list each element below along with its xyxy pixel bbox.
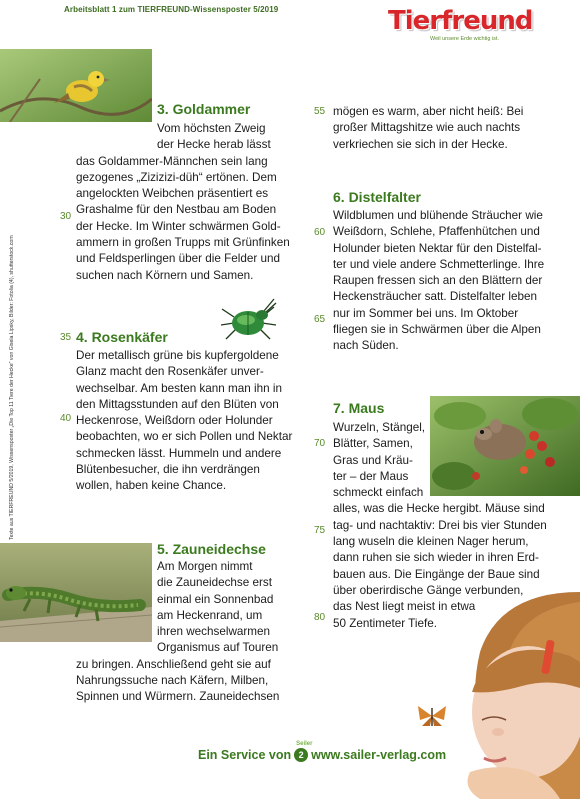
section-text-maus: Wurzeln, Stängel, Blätter, Samen, Gras und Kräu- ter – der Maus schmeckt einfach alles, was die Hecke hergibt. Mäuse sind tag- und nachtaktiv: Drei bis vier Stunden lang wuseln die kleinen Nager herum, dann ruhen sie sich wieder in ihren Erd- bauen aus. Die Eingänge der Baue sind über oberirdische Gänge verbunden, das Nest liegt meist in etwa 50 Zentimeter Tiefe. [333, 421, 547, 630]
section-text-goldammer: Vom höchsten Zweig der Hecke herab lässt das Goldammer-Männchen sein lang gezogenes „Zizizizi-düh“ ertönen. Dem angelockten Weibchen präsentiert es Grashalme für den Nestbau am Boden der Hecke. Im Winter schwärmen Gold- ammern in großen Trupps mit Grünfinken und Feldsperlingen über die Felder und suchen nach Körnern und Samen. [76, 122, 290, 282]
section-title-maus: 7. Maus [333, 400, 385, 416]
rosenkaefer-illustration [218, 295, 280, 343]
publisher-link[interactable]: www.sailer-verlag.com [311, 748, 447, 762]
tierfreund-logo [388, 7, 538, 47]
section-title-goldammer: 3. Goldammer [157, 101, 251, 117]
line-number: 75 [314, 525, 326, 536]
sailer-badge-icon: Seiler 2 [296, 741, 313, 760]
side-credit: Texte aus TIERFREUND 5/2019, Wissensposter „Die Top 11 Tiere der Hecke“ von Gisela Lipsky, Bilder: Fotolia (4), shutterstock.com [9, 235, 15, 540]
worksheet-header: Arbeitsblatt 1 zum TIERFREUND-Wissensposter 5/2019 [64, 5, 279, 14]
section-text-zauneidechse: Am Morgen nimmt die Zauneidechse erst einmal ein Sonnenbad am Heckenrand, um ihren wechselwarmen Organismus auf Touren zu bringen. Anschließend geht sie auf Nahrungssuche nach Käfern, Milben, Spinnen und Würmern. Zauneidechsen [76, 560, 280, 704]
section-text-distelfalter: Wildblumen und blühende Sträucher wie Weißdorn, Schlehe, Pfaffenhütchen und Holunder bieten Nektar für den Distelfal- ter und viele andere Schmetterlinge. Ihre Raupen fressen sich an den Blättern der Heckensträucher satt. Distelfalter leben nur im Sommer bei uns. Im Oktober fliegen sie in Schwärmen über die Alpen nach Süden. [333, 209, 545, 353]
logo-tagline: Weil unsere Erde wichtig ist. [430, 36, 499, 42]
section-text-rosenkaefer: Der metallisch grüne bis kupfergoldene Glanz macht den Rosenkäfer unver- wechselbar. Am besten kann man ihn in den Mittagsstunden auf den Blüten von Heckenrose, Weißdorn oder Holunder beobachten, wo er sich Pollen und Nektar schmecken lässt. Hummeln und andere Blütenbesucher, die ihn verdrängen wollen, haben keine Chance. [76, 349, 293, 493]
line-number: 55 [314, 106, 326, 117]
section-title-distelfalter: 6. Distelfalter [333, 189, 421, 205]
section-title-zauneidechse: 5. Zauneidechse [157, 541, 266, 557]
line-number: 30 [60, 211, 72, 222]
line-number: 80 [314, 612, 326, 623]
footer [198, 741, 447, 762]
line-number: 70 [314, 438, 326, 449]
logo-brand: Tierfreund [388, 6, 533, 36]
goldammer-photo [0, 49, 152, 122]
line-number: 60 [314, 227, 326, 238]
line-number: 65 [314, 314, 326, 325]
line-number: 40 [60, 413, 72, 424]
footer-prefix: Ein Service von [198, 748, 292, 762]
section-title-rosenkaefer: 4. Rosenkäfer [76, 329, 168, 345]
line-number: 35 [60, 332, 72, 343]
section-text-zauneidechse-continued: mögen es warm, aber nicht heiß: Bei großer Mittagshitze wie auch nachts verkriechen sie sich in der Hecke. [333, 105, 524, 151]
